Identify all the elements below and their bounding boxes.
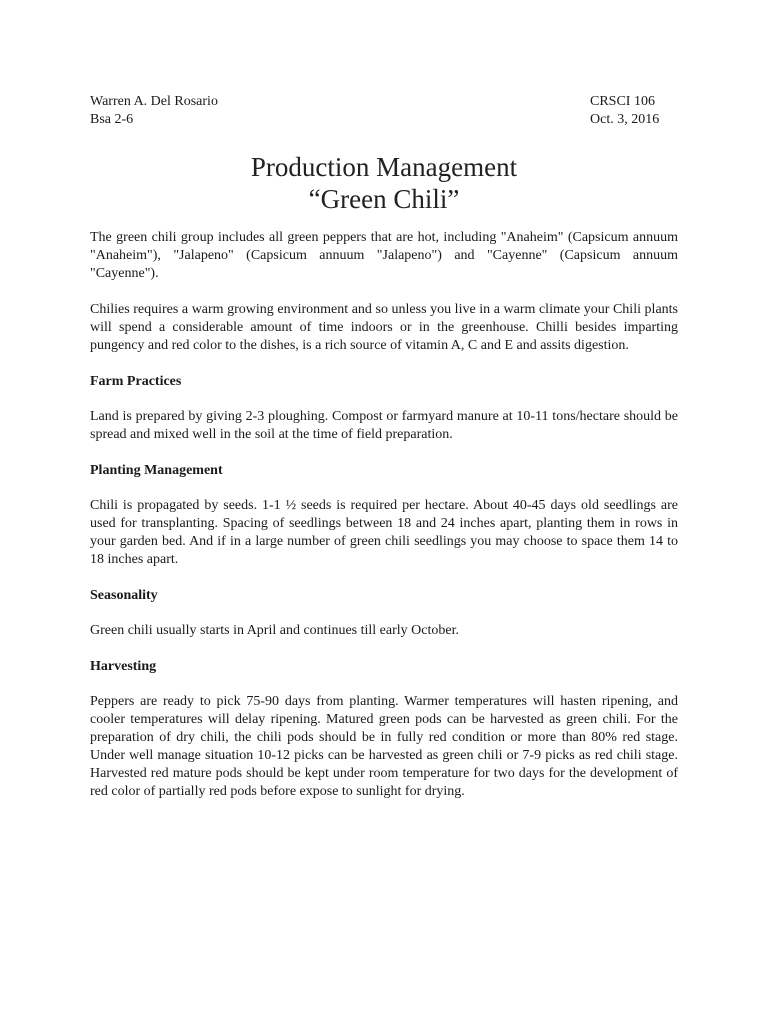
document-date: Oct. 3, 2016 (590, 112, 660, 127)
section-heading-seasonality: Seasonality (90, 588, 158, 603)
header-left (90, 93, 218, 129)
section-heading-planting-management: Planting Management (90, 463, 223, 478)
section-heading-harvesting: Harvesting (90, 659, 157, 674)
document-header (90, 93, 678, 129)
document-title (90, 151, 678, 215)
class-section: Bsa 2-6 (90, 112, 134, 127)
section-body-seasonality: Green chili usually starts in April and continues till early October. (90, 623, 459, 638)
section-body-harvesting: Peppers are ready to pick 75-90 days from planting. Warmer temperatures will hasten ripening, and cooler temperatures will delay ripening. Matured green pods can be harvested as green chili. For the preparation of dry chili, the chili pods should be in fully red condition or more than 80% red stage. Under well manage situation 10-12 picks can be harvested as green chili or 7-9 picks as red chili stage. Harvested red mature pods should be kept under room temperature for two days for the development of red color of partially red pods before expose to sunlight for drying. (90, 694, 678, 799)
document-body (90, 229, 678, 801)
section-body-farm-practices: Land is prepared by giving 2-3 ploughing. Compost or farmyard manure at 10-11 tons/hectare should be spread and mixed well in the soil at the time of field preparation. (90, 409, 678, 442)
section-body-planting-management: Chili is propagated by seeds. 1-1 ½ seeds is required per hectare. About 40-45 days old seedlings are used for transplanting. Spacing of seedlings between 18 and 24 inches apart, planting them in rows in your garden bed. And if in a large number of green chili seedlings you may choose to space them 14 to 18 inches apart. (90, 498, 678, 567)
title-main: Production Management (250, 152, 518, 182)
intro-paragraph-2: Chilies requires a warm growing environment and so unless you live in a warm climate your Chili plants will spend a considerable amount of time indoors or in the greenhouse. Chilli besides imparting pungency and red color to the dishes, is a rich source of vitamin A, C and E and assits digestion. (90, 302, 678, 353)
intro-paragraph-1: The green chili group includes all green peppers that are hot, including "Anaheim" (Capsicum annuum "Anaheim"), "Jalapeno" (Capsicum annuum "Jalapeno") and "Cayenne" (Capsicum annuum "Cayenne"). (90, 230, 678, 281)
section-heading-farm-practices: Farm Practices (90, 374, 182, 389)
title-subject: “Green Chili” (308, 184, 460, 214)
course-code: CRSCI 106 (590, 94, 655, 109)
author-name: Warren A. Del Rosario (90, 94, 218, 109)
header-right (590, 93, 678, 129)
